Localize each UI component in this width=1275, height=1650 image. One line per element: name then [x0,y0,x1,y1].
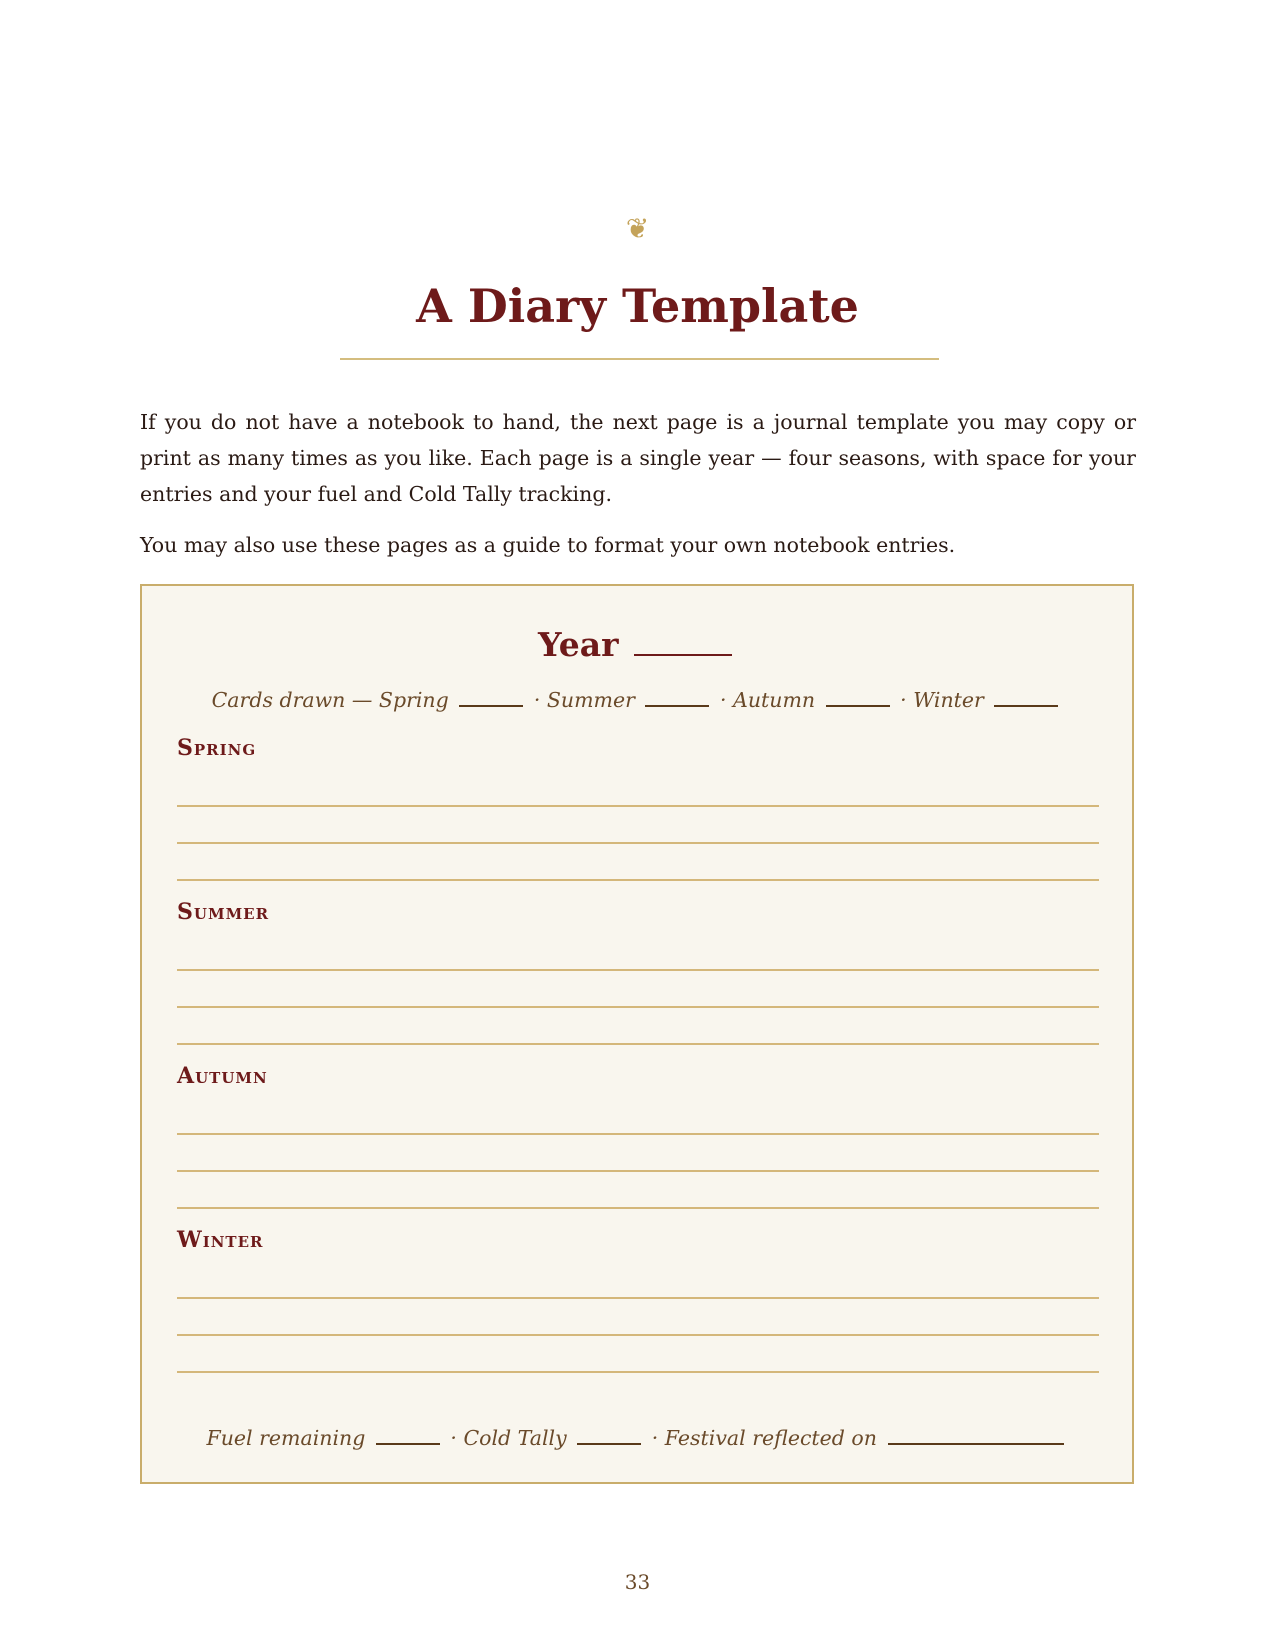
intro-paragraph-secondary: You may also use these pages as a guide to format your own notebook entries. [140,533,956,557]
tracking-footer-line [142,1423,1132,1453]
writing-line [177,969,1099,971]
year-label: Year [538,625,619,664]
writing-line [177,1006,1099,1008]
cards-summer-label: · Summer [533,688,635,712]
cold-tally-blank [577,1425,641,1445]
cards-spring-blank [459,687,523,707]
cold-tally-label: · Cold Tally [450,1426,567,1450]
season-label-winter: Winter [177,1227,264,1253]
cards-winter-blank [994,687,1058,707]
year-blank [634,630,732,656]
season-label-spring: Spring [177,735,257,761]
cards-spring-label: Cards drawn — Spring [211,688,449,712]
writing-line [177,1334,1099,1336]
festival-label: · Festival reflected on [651,1426,877,1450]
season-label-summer: Summer [177,899,270,925]
title-divider [340,358,939,360]
writing-line [177,1297,1099,1299]
cards-winter-label: · Winter [900,688,984,712]
writing-line [177,1133,1099,1135]
page-number: 33 [624,1570,651,1594]
cards-autumn-blank [826,687,890,707]
writing-line [177,1043,1099,1045]
writing-line [177,1371,1099,1373]
cards-summer-blank [645,687,709,707]
writing-line [177,1170,1099,1172]
writing-line [177,879,1099,881]
season-label-autumn: Autumn [177,1063,268,1089]
fuel-remaining-label: Fuel remaining [206,1426,366,1450]
fuel-remaining-blank [376,1425,440,1445]
cards-autumn-label: · Autumn [719,688,816,712]
diary-template-box [140,584,1134,1484]
festival-blank [888,1425,1064,1445]
fleuron-ornament-icon: ❦ [625,212,650,245]
cards-drawn-line [142,685,1132,715]
writing-line [177,1207,1099,1209]
intro-paragraph: If you do not have a notebook to hand, the next page is a journal template you may copy or print as many times as you like. Each page is a single year — four seasons, with space for your entries and your fuel and Cold Tally tracking. [140,410,1136,506]
writing-line [177,842,1099,844]
writing-line [177,805,1099,807]
year-heading [142,620,1132,670]
page-title: A Diary Template [416,279,859,333]
